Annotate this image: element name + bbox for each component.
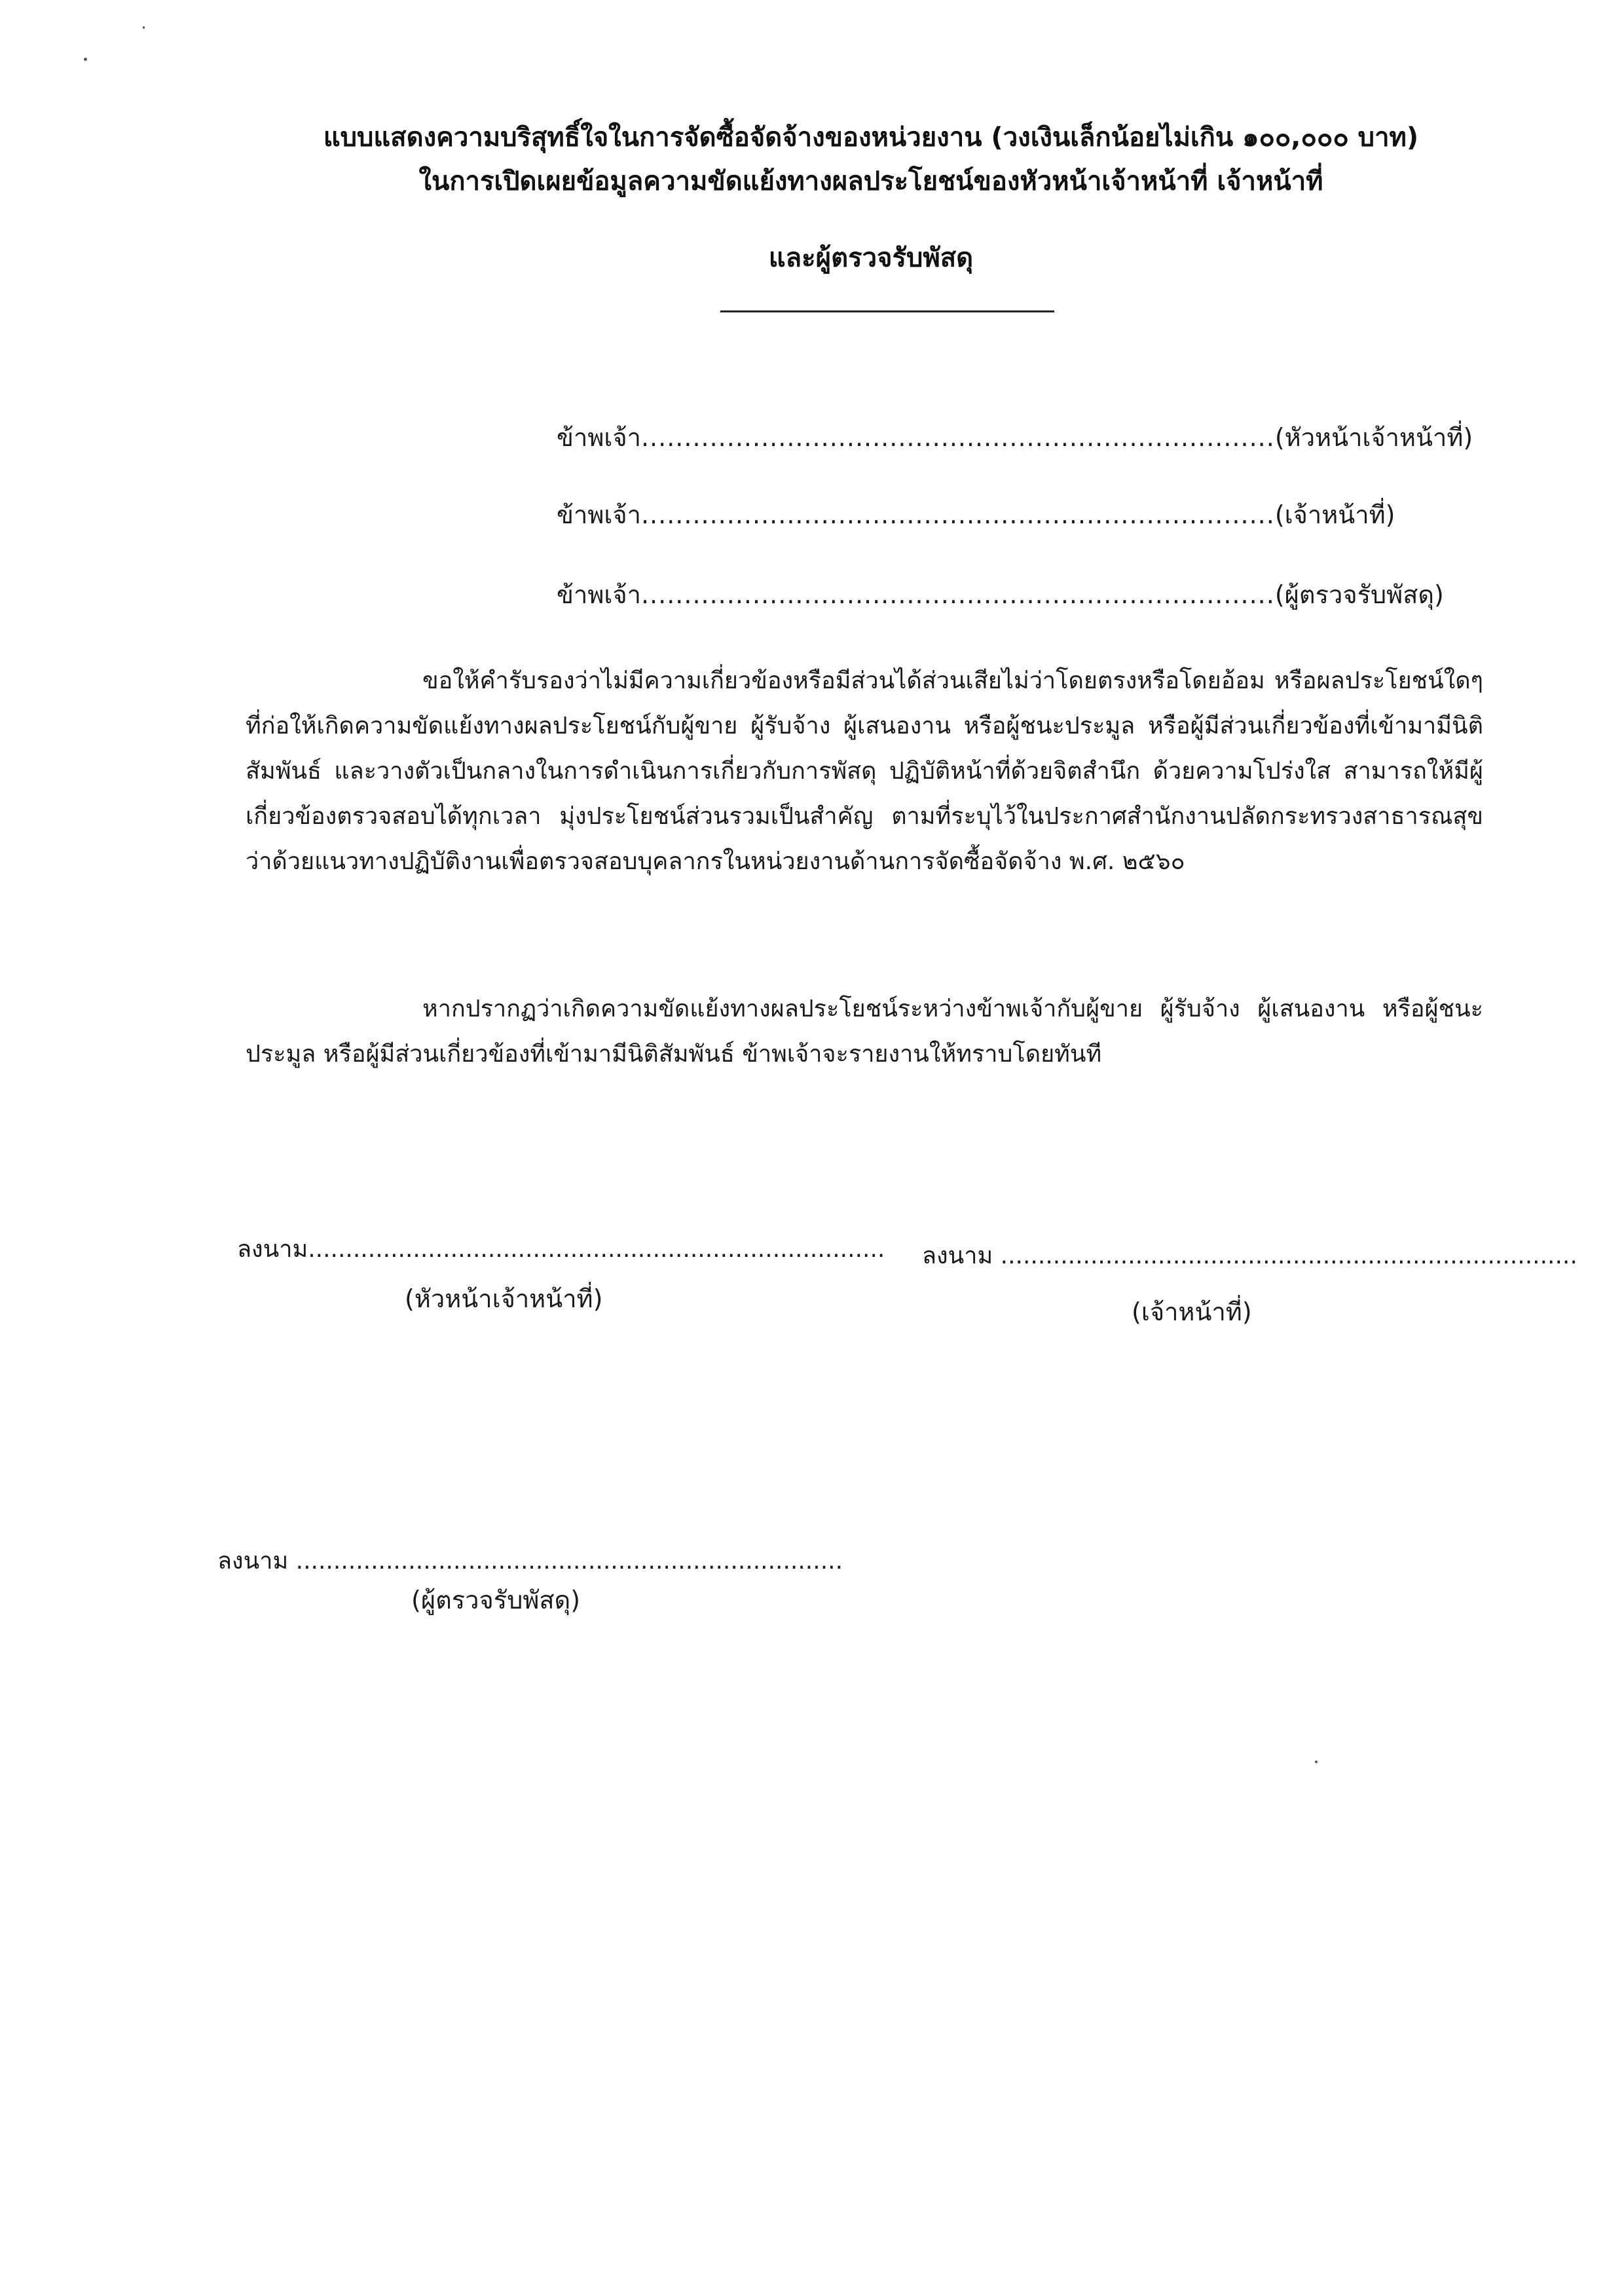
signature-line-head-officer[interactable] [237,1231,885,1268]
signature-label: ลงนาม [237,1236,308,1263]
signature-line-inspector[interactable] [217,1543,843,1580]
form-title-line-3: และผู้ตรวจรับพัสดุ [768,243,974,273]
scan-speck [84,58,87,61]
declarant-line-head-officer[interactable] [557,419,1473,456]
certification-paragraph: ขอให้คำรับรองว่าไม่มีความเกี่ยวข้องหรือมีส่วนได้ส่วนเสียไม่ว่าโดยตรงหรือโดยอ้อม หรือผลประโยชน์ใดๆ ที่ก่อให้เกิดความขัดแย้งทางผลประโยชน์กับผู้ขาย ผู้รับจ้าง ผู้เสนองาน หรือผู้ชนะประมูล หรือผู้มีส่วนเกี่ยวข้องที่เข้ามามีนิติสัมพันธ์ และวางตัวเป็นกลางในการดำเนินการเกี่ยวกับการพัสดุ ปฏิบัติหน้าที่ด้วยจิตสำนึก ด้วยความโปร่งใส สามารถให้มีผู้เกี่ยวข้องตรวจสอบได้ทุกเวลา มุ่งประโยชน์ส่วนรวมเป็นสำคัญ ตามที่ระบุไว้ในประกาศสำนักงานปลัดกระทรวงสาธารณสุขว่าด้วยแนวทางปฏิบัติงานเพื่อตรวจสอบบุคลากรในหน่วยงานด้านการจัดซื้อจัดจ้าง พ.ศ. ๒๕๖๐ [246,667,1483,875]
signature-role-head-officer: (หัวหน้าเจ้าหน้าที่) [405,1284,603,1313]
form-title-line-1: แบบแสดงความบริสุทธิ์ใจในการจัดซื้อจัดจ้างของหน่วยงาน (วงเงินเล็กน้อยไม่เกิน ๑๐๐,๐๐๐ บาท) [323,122,1419,153]
conflict-report-paragraph: หากปรากฏว่าเกิดความขัดแย้งทางผลประโยชน์ระหว่างข้าพเจ้ากับผู้ขาย ผู้รับจ้าง ผู้เสนองาน หรือผู้ชนะประมูล หรือผู้มีส่วนเกี่ยวข้องที่เข้ามามีนิติสัมพันธ์ ข้าพเจ้าจะรายงานให้ทราบโดยทันที [246,996,1483,1068]
fill-in-dots[interactable]: .......................................................................... [640,580,1275,609]
declarant-role: (หัวหน้าเจ้าหน้าที่) [1274,423,1473,452]
signature-line-officer[interactable] [922,1238,1578,1275]
fill-in-dots[interactable]: .......................................................................... [640,423,1275,452]
signature-dots[interactable]: ......................................................................... [295,1548,843,1575]
declarant-prefix: ข้าพเจ้า [557,580,641,609]
declarant-line-officer[interactable] [557,496,1395,533]
signature-label: ลงนาม [217,1548,289,1575]
declarant-prefix: ข้าพเจ้า [557,500,641,529]
declarant-prefix: ข้าพเจ้า [557,423,641,452]
scan-speck [1315,1761,1318,1763]
title-underline [720,310,1054,312]
fill-in-dots[interactable]: .......................................................................... [640,500,1275,529]
signature-role-inspector: (ผู้ตรวจรับพัสดุ) [411,1586,581,1614]
declarant-role: (เจ้าหน้าที่) [1274,500,1395,529]
declarant-line-inspector[interactable] [557,576,1444,613]
signature-dots[interactable]: ............................................................................. [308,1236,885,1263]
form-title-line-2: ในการเปิดเผยข้อมูลความขัดแย้งทางผลประโยชน์ของหัวหน้าเจ้าหน้าที่ เจ้าหน้าที่ [418,166,1323,196]
signature-label: ลงนาม [922,1242,993,1269]
signature-role-officer: (เจ้าหน้าที่) [1132,1297,1252,1326]
signature-dots[interactable]: ............................................................................. [1000,1242,1578,1269]
declarant-role: (ผู้ตรวจรับพัสดุ) [1274,580,1444,609]
scan-speck [143,26,145,29]
